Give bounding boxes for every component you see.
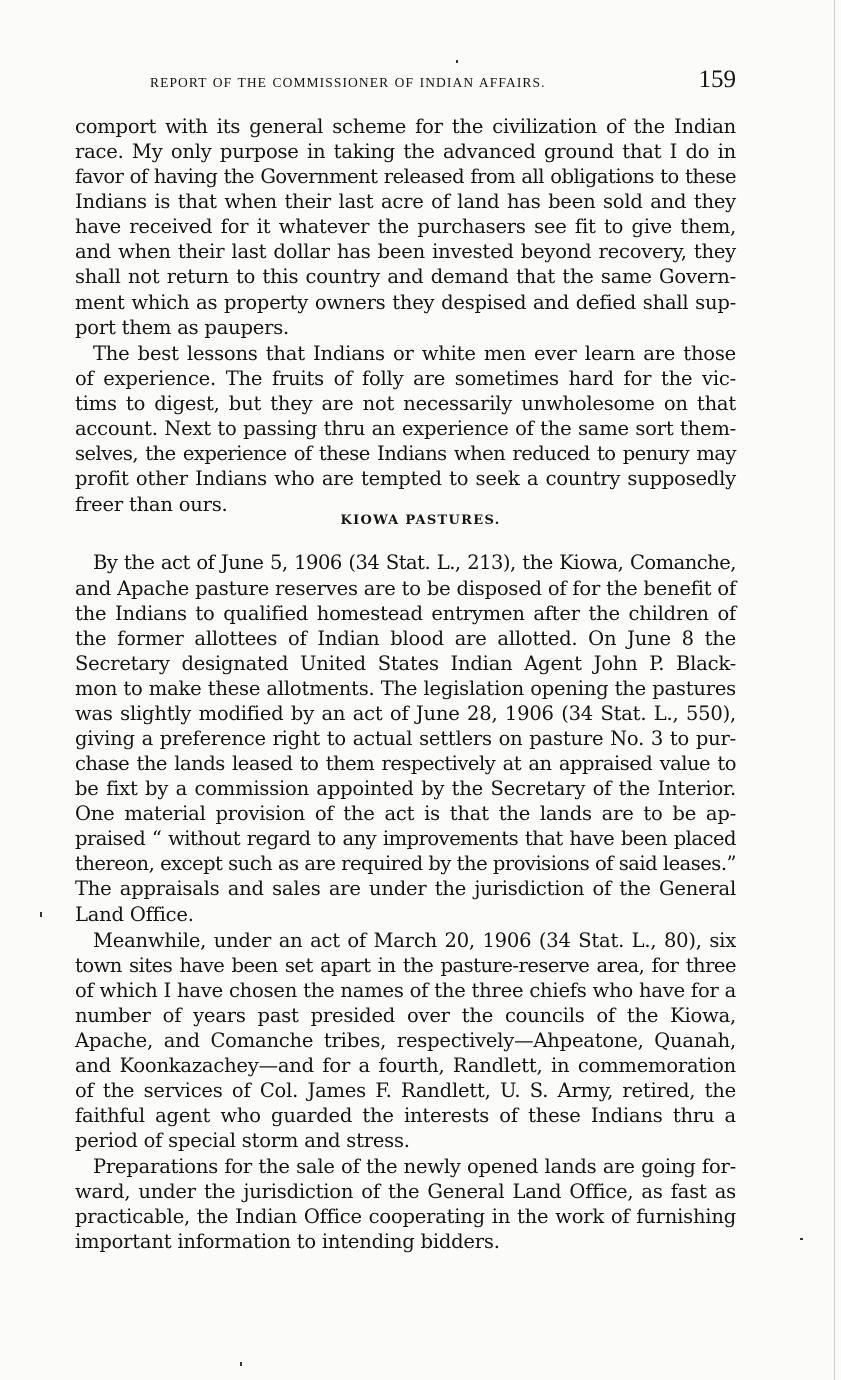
text-line: Apache, and Comanche tribes, respectively—Ahpeatone, Quanah, xyxy=(75,1029,736,1052)
text-line: Meanwhile, under an act of March 20, 1906 (34 Stat. L., 80), six xyxy=(93,929,736,952)
text-line: race. My only purpose in taking the advanced ground that I do in xyxy=(75,140,736,163)
text-line: of the services of Col. James F. Randlett, U. S. Army, retired, the xyxy=(75,1079,736,1102)
scan-speck xyxy=(456,60,458,63)
scan-speck xyxy=(40,912,42,917)
text-line: giving a preference right to actual settlers on pasture No. 3 to pur- xyxy=(75,727,736,750)
text-line: the Indians to qualified homestead entrymen after the children of xyxy=(75,602,736,625)
text-line: mon to make these allotments. The legislation opening the pastures xyxy=(75,677,736,700)
text-line: The appraisals and sales are under the jurisdiction of the General xyxy=(75,877,736,900)
text-line: profit other Indians who are tempted to seek a country supposedly xyxy=(75,467,736,490)
text-line: the former allottees of Indian blood are allotted. On June 8 the xyxy=(75,627,736,650)
page-edge xyxy=(834,0,835,1380)
text-line: ment which as property owners they despised and defied shall sup- xyxy=(75,291,736,314)
text-line: practicable, the Indian Office cooperating in the work of furnishing xyxy=(75,1205,736,1228)
text-line: freer than ours. xyxy=(75,493,228,516)
text-line: was slightly modified by an act of June 28, 1906 (34 Stat. L., 550), xyxy=(75,702,736,725)
text-line: faithful agent who guarded the interests of these Indians thru a xyxy=(75,1104,736,1127)
text-line: be fixt by a commission appointed by the Secretary of the Interior. xyxy=(75,777,736,800)
text-line: town sites have been set apart in the pasture-reserve area, for three xyxy=(75,954,736,977)
scan-speck xyxy=(240,1362,242,1366)
text-line: number of years past presided over the councils of the Kiowa, xyxy=(75,1004,736,1027)
text-line: account. Next to passing thru an experience of the same sort them- xyxy=(75,417,736,440)
text-line: Preparations for the sale of the newly opened lands are going for- xyxy=(93,1155,736,1178)
text-line: and Koonkazachey—and for a fourth, Randlett, in commemoration xyxy=(75,1054,736,1077)
text-line: favor of having the Government released from all obligations to these xyxy=(75,165,736,188)
text-line: praised “ without regard to any improvements that have been placed xyxy=(75,827,736,850)
text-line: thereon, except such as are required by the provisions of said leases.” xyxy=(75,852,736,875)
text-line: shall not return to this country and demand that the same Govern- xyxy=(75,265,736,288)
text-line: By the act of June 5, 1906 (34 Stat. L., 213), the Kiowa, Comanche, xyxy=(93,551,736,574)
text-line: Indians is that when their last acre of land has been sold and they xyxy=(75,190,736,213)
text-line: and when their last dollar has been invested beyond recovery, they xyxy=(75,240,736,263)
text-line: The best lessons that Indians or white men ever learn are those xyxy=(93,342,736,365)
text-line: have received for it whatever the purchasers see fit to give them, xyxy=(75,215,736,238)
text-line: Land Office. xyxy=(75,903,194,926)
text-line: of which I have chosen the names of the three chiefs who have for a xyxy=(75,979,737,1002)
text-line: ward, under the jurisdiction of the General Land Office, as fast as xyxy=(75,1180,736,1203)
text-line: chase the lands leased to them respectively at an appraised value to xyxy=(75,752,736,775)
text-line: comport with its general scheme for the civilization of the Indian xyxy=(75,115,736,138)
text-line: port them as paupers. xyxy=(75,316,290,339)
text-line: selves, the experience of these Indians when reduced to penury may xyxy=(75,442,736,465)
text-line: important information to intending bidders. xyxy=(75,1230,500,1253)
text-line: tims to digest, but they are not necessarily unwholesome on that xyxy=(75,392,736,415)
scan-speck xyxy=(800,1238,803,1240)
text-line: period of special storm and stress. xyxy=(75,1129,410,1152)
running-head xyxy=(150,66,736,96)
text-line: and Apache pasture reserves are to be disposed of for the benefit of xyxy=(75,577,736,600)
text-line: One material provision of the act is that the lands are to be ap- xyxy=(75,802,736,825)
text-line: Secretary designated United States Indian Agent John P. Black- xyxy=(75,652,736,675)
running-title: REPORT OF THE COMMISSIONER OF INDIAN AFFAIRS. xyxy=(150,75,546,90)
page-number: 159 xyxy=(698,66,736,93)
text-line: of experience. The fruits of folly are sometimes hard for the vic- xyxy=(75,367,736,390)
section-heading: KIOWA PASTURES. xyxy=(340,513,501,528)
